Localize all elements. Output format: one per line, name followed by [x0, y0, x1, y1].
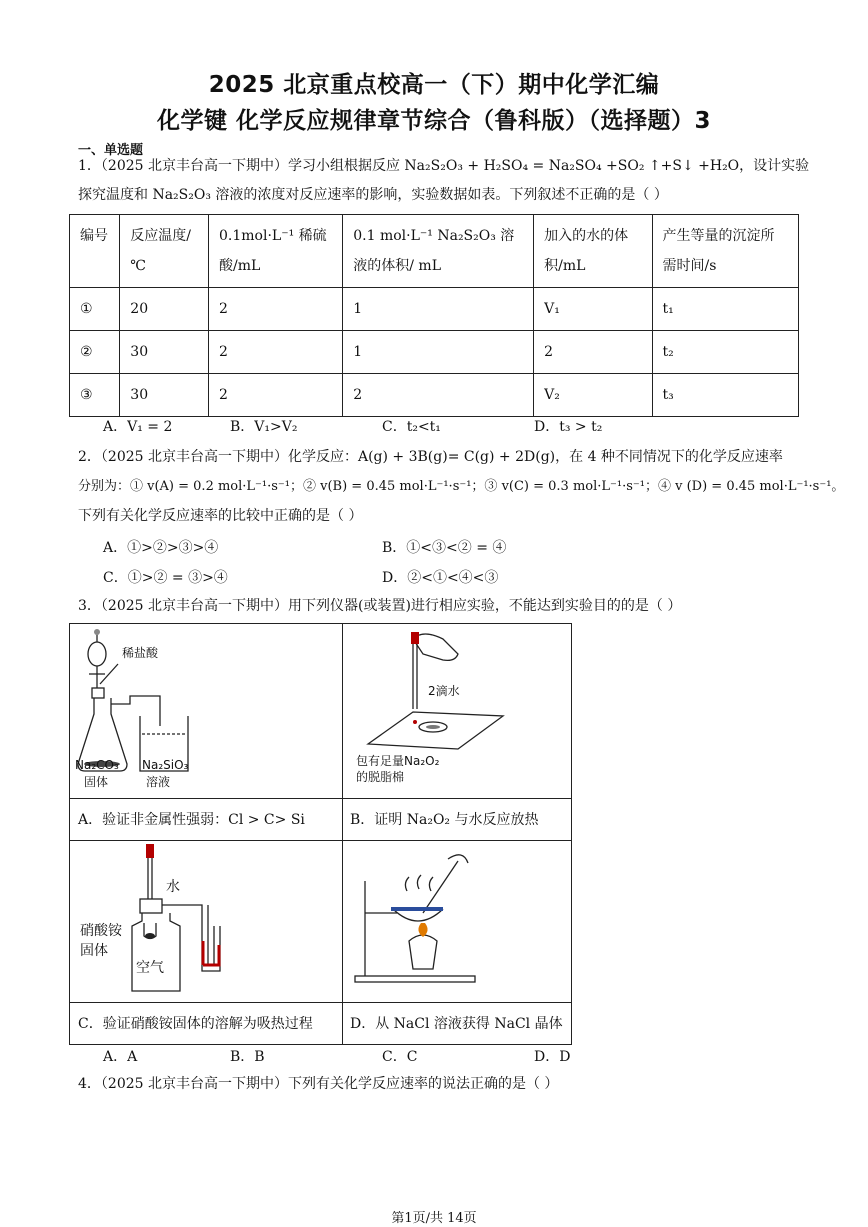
q3-option-b: B．B: [230, 1049, 265, 1065]
label-cotton-line1: 包有足量Na₂O₂: [356, 754, 440, 768]
label-air: 空气: [136, 960, 164, 976]
q3-option-d: D．D: [534, 1049, 571, 1065]
table-cell: 2: [209, 288, 343, 331]
label-dilute-hcl: 稀盐酸: [122, 646, 159, 660]
table-cell: t₂: [652, 331, 798, 374]
table-cell: V₁: [534, 288, 652, 331]
q2-option-c: C．①>② = ③>④: [103, 570, 228, 586]
table-header-cell: 加入的水的体积/mL: [534, 215, 652, 288]
q4-stem: 4．（2025 北京丰台高一下期中）下列有关化学反应速率的说法正确的是（ ）: [78, 1076, 559, 1092]
label-na2co3: Na₂CO₃: [75, 758, 119, 772]
page-title-line2: 化学键 化学反应规律章节综合（鲁科版）（选择题）3: [156, 108, 711, 134]
q3-caption-a: A．验证非金属性强弱：Cl > C> Si: [78, 812, 305, 828]
q1-stem-line2: 探究温度和 Na₂S₂O₃ 溶液的浓度对反应速率的影响，实验数据如表。下列叙述不正确的是（ ）: [78, 187, 668, 203]
q3-caption-b: B．证明 Na₂O₂ 与水反应放热: [350, 812, 539, 828]
q3-option-a: A．A: [103, 1049, 138, 1065]
table-row: [70, 331, 799, 374]
table-cell: 1: [343, 331, 534, 374]
q3-stem: 3．（2025 北京丰台高一下期中）用下列仪器(或装置)进行相应实验，不能达到实验目的的是（ ）: [78, 598, 682, 614]
table-cell: t₁: [652, 288, 798, 331]
q3-option-c: C．C: [382, 1049, 418, 1065]
table-row: [70, 288, 799, 331]
table-header-row: [70, 215, 799, 288]
table-header-cell: 编号: [70, 215, 120, 288]
table-cell: 1: [343, 288, 534, 331]
table-row: [70, 374, 799, 417]
grid-divider: [70, 798, 571, 799]
label-solution: 溶液: [146, 775, 171, 789]
q2-stem-line1: 2．（2025 北京丰台高一下期中）化学反应：A(g) + 3B(g)= C(g) + 2D(g)，在 4 种不同情况下的化学反应速率: [78, 449, 783, 465]
table-header-cell: 0.1 mol·L⁻¹ Na₂S₂O₃ 溶液的体积/ mL: [343, 215, 534, 288]
q2-option-b: B．①<③<② = ④: [382, 540, 507, 556]
table-cell: 2: [209, 331, 343, 374]
label-na2sio3: Na₂SiO₃: [142, 758, 189, 772]
table-cell: ②: [70, 331, 120, 374]
q1-option-c: C．t₂<t₁: [382, 419, 441, 435]
table-cell: 2: [534, 331, 652, 374]
q2-stem-line3: 下列有关化学反应速率的比较中正确的是（ ）: [78, 508, 363, 524]
label-two-drops-water: 2滴水: [428, 684, 460, 698]
table-header-cell: 反应温度/℃: [120, 215, 209, 288]
grid-divider: [70, 1002, 571, 1003]
table-cell: ③: [70, 374, 120, 417]
label-solid-c: 固体: [80, 943, 108, 959]
q1-data-table: [69, 214, 799, 417]
q3-figure-grid: [69, 623, 572, 1045]
q3-caption-c: C．验证硝酸铵固体的溶解为吸热过程: [78, 1016, 313, 1032]
q3-caption-d: D．从 NaCl 溶液获得 NaCl 晶体: [350, 1016, 563, 1032]
q2-stem-line2: 分别为：① v(A) = 0.2 mol·L⁻¹·s⁻¹；② v(B) = 0.45 mol·L⁻¹·s⁻¹；③ v(C) = 0.3 mol·L⁻¹·s⁻¹；④ v (D) = 0.45 mol·L⁻¹·s⁻¹。: [78, 479, 845, 494]
table-cell: 20: [120, 288, 209, 331]
table-cell: ①: [70, 288, 120, 331]
q2-option-a: A．①>②>③>④: [103, 540, 219, 556]
label-ammonium-nitrate: 硝酸铵: [80, 923, 122, 939]
label-solid-a: 固体: [84, 775, 109, 789]
page-title-line1: 2025 北京重点校高一（下）期中化学汇编: [208, 72, 660, 98]
apparatus-d-figure: [343, 841, 571, 1002]
q1-option-d: D．t₃ > t₂: [534, 419, 603, 435]
label-water-c: 水: [166, 879, 180, 895]
q2-option-d: D．②<①<④<③: [382, 570, 499, 586]
q1-stem-line1: 1．（2025 北京丰台高一下期中）学习小组根据反应 Na₂S₂O₃ + H₂SO₄ = Na₂SO₄ +SO₂ ↑+S↓ +H₂O，设计实验: [78, 158, 810, 174]
q1-option-a: A．V₁ = 2: [103, 419, 173, 435]
table-cell: 2: [343, 374, 534, 417]
label-cotton-line2: 的脱脂棉: [356, 770, 405, 784]
table-cell: t₃: [652, 374, 798, 417]
section-label: 一、单选题: [78, 143, 144, 158]
table-cell: 2: [209, 374, 343, 417]
table-cell: 30: [120, 331, 209, 374]
table-cell: V₂: [534, 374, 652, 417]
page-number: 第1页/共 14页: [391, 1211, 477, 1226]
table-header-cell: 0.1mol·L⁻¹ 稀硫酸/mL: [209, 215, 343, 288]
table-cell: 30: [120, 374, 209, 417]
q1-option-b: B．V₁>V₂: [230, 419, 298, 435]
table-header-cell: 产生等量的沉淀所需时间/s: [652, 215, 798, 288]
